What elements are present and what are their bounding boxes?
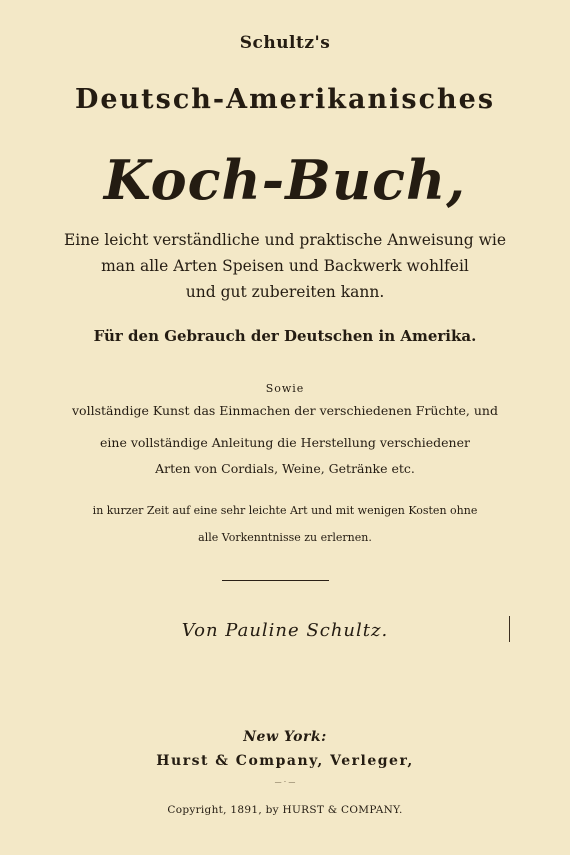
author-byline: Von Pauline Schultz. xyxy=(181,620,389,641)
divider-rule xyxy=(222,580,329,581)
detail-line: vollständige Kunst das Einmachen der verschiedenen Früchte, und xyxy=(71,403,498,418)
margin-mark xyxy=(509,616,510,642)
extra-line: in kurzer Zeit auf eine sehr leichte Art und mit wenigen Kosten ohne xyxy=(92,504,478,517)
usage-line: Für den Gebrauch der Deutschen in Amerika. xyxy=(93,327,477,345)
description-line: Eine leicht verständliche und praktische Anweisung wie xyxy=(63,231,507,249)
sowie-line: Sowie xyxy=(265,382,305,395)
subtitle: Deutsch-Amerikanisches xyxy=(74,84,496,115)
publication-city: New York: xyxy=(243,729,327,745)
ornament: — · — xyxy=(274,778,296,786)
copyright-line: Copyright, 1891, by HURST & COMPANY. xyxy=(167,804,403,816)
detail-line: eine vollständige Anleitung die Herstellung verschiedener xyxy=(100,435,470,450)
description-line: man alle Arten Speisen und Backwerk wohlfeil xyxy=(101,257,469,275)
publisher: Hurst & Company, Verleger, xyxy=(156,753,414,769)
author-possessive: Schultz's xyxy=(239,33,331,53)
description-line: und gut zubereiten kann. xyxy=(185,283,385,301)
book-title: Koch-Buch, xyxy=(103,148,467,212)
extra-line: alle Vorkenntnisse zu erlernen. xyxy=(198,531,372,544)
detail-line: Arten von Cordials, Weine, Getränke etc. xyxy=(155,461,415,476)
